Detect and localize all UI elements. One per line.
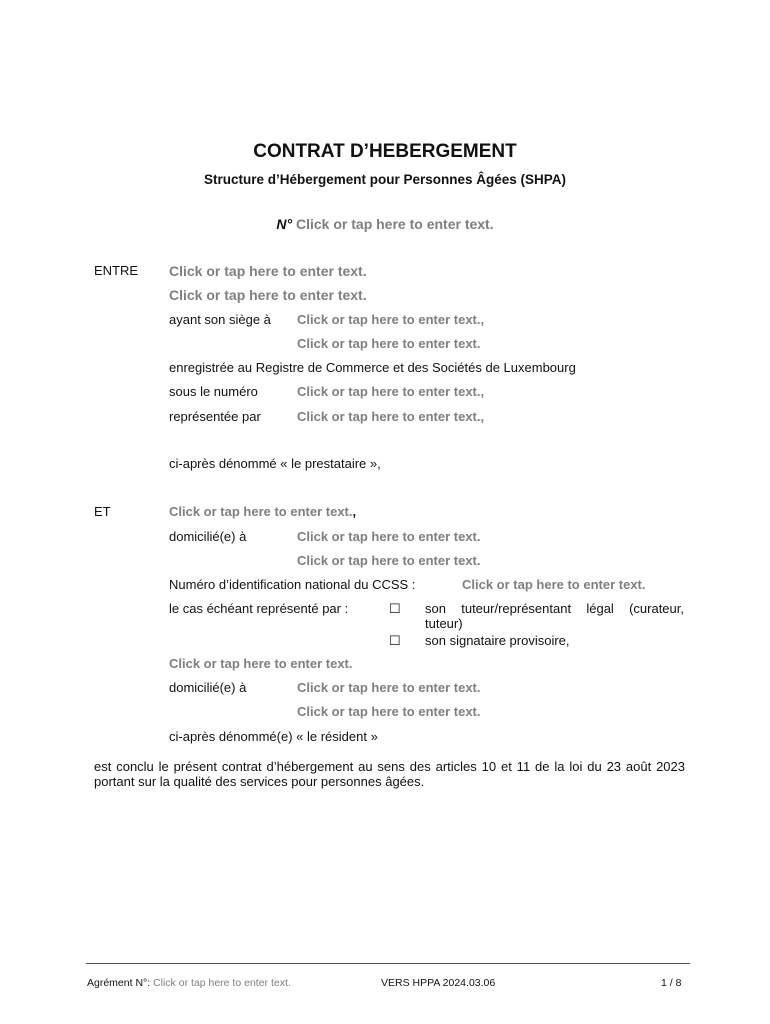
resident-domicile-field-1[interactable]: Click or tap here to enter text. [297, 529, 481, 544]
contract-number-line [0, 216, 770, 232]
numero-field[interactable]: Click or tap here to enter text., [297, 384, 485, 399]
ccss-field[interactable]: Click or tap here to enter text. [462, 577, 646, 592]
resident-name-comma: , [352, 504, 357, 519]
representative-name-field[interactable]: Click or tap here to enter text. [169, 656, 353, 671]
representee-label: représentée par [169, 409, 261, 424]
siege-field-2[interactable]: Click or tap here to enter text. [297, 336, 481, 351]
signataire-checkbox[interactable]: ☐ [389, 633, 401, 648]
signataire-option: son signataire provisoire, [425, 633, 570, 648]
representation-label: le cas échéant représenté par : [169, 601, 349, 616]
footer-agrement-field[interactable]: Click or tap here to enter text. [153, 977, 291, 989]
resident-name-line [169, 504, 356, 519]
representative-domicile-field-1[interactable]: Click or tap here to enter text. [297, 680, 481, 695]
footer-agrement-label: Agrément N°: [87, 977, 151, 989]
footer-agrement [87, 977, 291, 989]
resident-domicile-label: domicilié(e) à [169, 529, 247, 544]
prestataire-denomination: ci-après dénommé « le prestataire », [169, 456, 381, 471]
et-label: ET [94, 504, 111, 519]
contract-number-field[interactable]: Click or tap here to enter text. [296, 216, 494, 232]
conclusion-paragraph: est conclu le présent contrat d’hébergement au sens des articles 10 et 11 de la loi du 23 août 2023 portant sur la qualité des services pour personnes âgées. [94, 759, 685, 789]
footer-version: VERS HPPA 2024.03.06 [381, 977, 496, 989]
resident-name-field[interactable]: Click or tap here to enter text. [169, 504, 353, 519]
entre-label: ENTRE [94, 263, 139, 278]
document-title: CONTRAT D’HEBERGEMENT [253, 141, 517, 162]
resident-domicile-field-2[interactable]: Click or tap here to enter text. [297, 553, 481, 568]
siege-field-1[interactable]: Click or tap here to enter text., [297, 312, 485, 327]
ccss-label: Numéro d’identification national du CCSS : [169, 577, 416, 592]
siege-label: ayant son siège à [169, 312, 271, 327]
footer-divider [86, 963, 690, 964]
contract-number-label: N° [276, 216, 293, 232]
registre-text: enregistrée au Registre de Commerce et des Sociétés de Luxembourg [169, 360, 576, 375]
provider-name-field[interactable]: Click or tap here to enter text. [169, 263, 367, 279]
representee-field[interactable]: Click or tap here to enter text., [297, 409, 485, 424]
resident-denomination: ci-après dénommé(e) « le résident » [169, 729, 378, 744]
provider-name-field-2[interactable]: Click or tap here to enter text. [169, 287, 367, 303]
footer-page-number: 1 / 8 [661, 977, 682, 989]
numero-label: sous le numéro [169, 384, 258, 399]
tuteur-option-line1: son tuteur/représentant légal (curateur, [425, 601, 684, 616]
tuteur-option-line2: tuteur) [425, 616, 463, 631]
representative-domicile-label: domicilié(e) à [169, 680, 247, 695]
representative-domicile-field-2[interactable]: Click or tap here to enter text. [297, 704, 481, 719]
tuteur-checkbox[interactable]: ☐ [389, 601, 401, 616]
document-subtitle: Structure d’Hébergement pour Personnes Âgées (SHPA) [203, 172, 567, 187]
